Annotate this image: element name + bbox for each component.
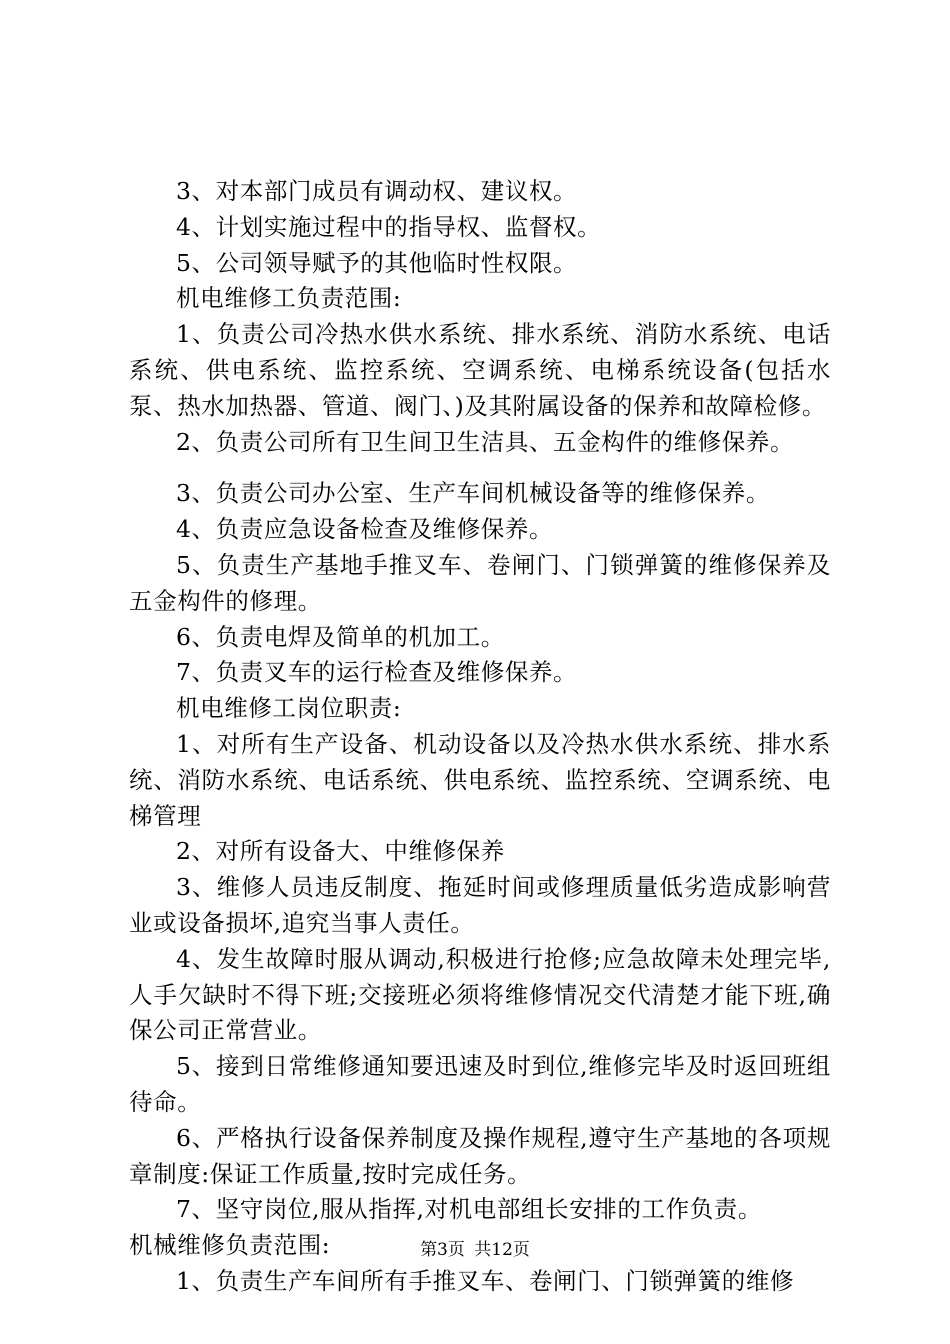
section-heading: 机械维修负责范围: <box>129 1231 331 1260</box>
paragraph: 2、负责公司所有卫生间卫生洁具、五金构件的维修保养。 <box>176 427 795 456</box>
paragraph: 7、坚守岗位,服从指挥,对机电部组长安排的工作负责。 <box>176 1195 762 1224</box>
paragraph: 1、负责公司冷热水供水系统、排水系统、消防水系统、电话系统、供电系统、监控系统、空调系统、电梯系统设备(包括水泵、热水加热器、管道、阀门、)及其附属设备的保养和故障检修。 <box>129 320 831 420</box>
section-heading: 机电维修工负责范围: <box>176 284 402 313</box>
paragraph: 6、严格执行设备保养制度及操作规程,遵守生产基地的各项规章制度:保证工作质量,按时完成任务。 <box>129 1123 831 1188</box>
paragraph: 5、接到日常维修通知要迅速及时到位,维修完毕及时返回班组待命。 <box>129 1052 831 1116</box>
page-number: 第3页 <box>420 1240 465 1260</box>
paragraph: 1、负责生产车间所有手推叉车、卷闸门、门锁弹簧的维修 <box>176 1266 795 1295</box>
paragraph: 1、对所有生产设备、机动设备以及冷热水供水系统、排水系统、消防水系统、电话系统、供电系统、监控系统、空调系统、电梯管理 <box>129 729 831 830</box>
paragraph: 3、负责公司办公室、生产车间机械设备等的维修保养。 <box>176 479 770 508</box>
paragraph: 2、对所有设备大、中维修保养 <box>176 837 505 866</box>
document-body <box>129 174 831 1300</box>
paragraph: 3、对本部门成员有调动权、建议权。 <box>176 177 578 205</box>
paragraph: 4、计划实施过程中的指导权、监督权。 <box>176 212 602 241</box>
paragraph: 7、负责叉车的运行检查及维修保养。 <box>176 658 578 687</box>
page-total: 共12页 <box>474 1240 530 1260</box>
paragraph: 5、公司领导赋予的其他临时性权限。 <box>176 248 578 277</box>
paragraph: 3、维修人员违反制度、拖延时间或修理质量低劣造成影响营业或设备损坏,追究当事人责任。 <box>129 873 831 937</box>
paragraph: 6、负责电焊及简单的机加工。 <box>176 622 505 651</box>
page-footer <box>0 1239 950 1261</box>
paragraph: 5、负责生产基地手推叉车、卷闸门、门锁弹簧的维修保养及五金构件的修理。 <box>129 550 831 615</box>
paragraph: 4、发生故障时服从调动,积极进行抢修;应急故障未处理完毕,人手欠缺时不得下班;交接班必须将维修情况交代清楚才能下班,确保公司正常营业。 <box>129 944 831 1045</box>
section-heading: 机电维修工岗位职责: <box>176 694 402 723</box>
paragraph: 4、负责应急设备检查及维修保养。 <box>176 515 554 544</box>
